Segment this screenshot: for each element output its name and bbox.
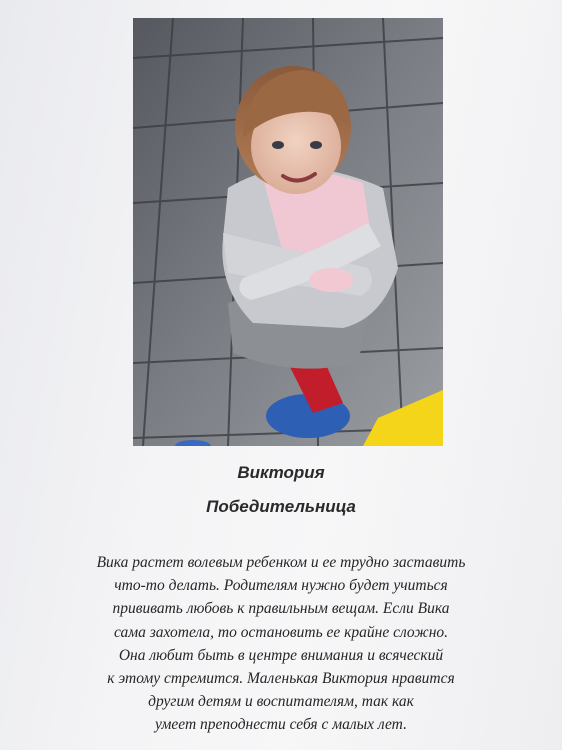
description-line: сама захотела, то остановить ее крайне сложно. bbox=[113, 623, 449, 641]
description-line: умеет преподнести себя с малых лет. bbox=[155, 716, 407, 734]
description-line: Она любит быть в центре внимания и всяческий bbox=[118, 646, 444, 664]
description-line: к этому стремится. Маленькая Виктория нравится bbox=[107, 670, 455, 688]
description bbox=[40, 551, 522, 737]
name-meaning: Победительница bbox=[206, 497, 356, 516]
child-photo bbox=[133, 18, 443, 446]
name-title: Виктория bbox=[237, 463, 325, 482]
description-line: прививать любовь к правильным вещам. Если Вика bbox=[112, 600, 450, 618]
description-line: другим детям и воспитателям, так как bbox=[148, 693, 414, 711]
description-line: что-то делать. Родителям нужно будет учиться bbox=[114, 577, 448, 595]
description-line: Вика растет волевым ребенком и ее трудно заставить bbox=[96, 554, 466, 571]
